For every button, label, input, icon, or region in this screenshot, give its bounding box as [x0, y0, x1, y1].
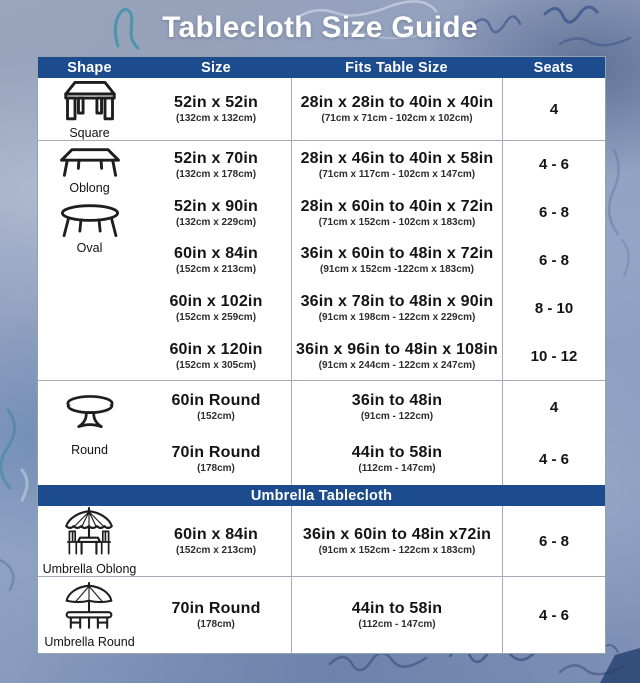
seats-value: 10 - 12 — [530, 347, 578, 365]
seats-value: 4 - 6 — [538, 606, 569, 624]
fits-value: 36in x 60in to 48in x 72in — [300, 245, 494, 263]
fits-cm: (91cm x 152cm - 122cm x 183cm) — [318, 545, 476, 556]
size-cm: (152cm x 213cm) — [175, 545, 257, 556]
shape-cell-umbrella-round — [38, 577, 141, 653]
fits-cm: (71cm x 152cm - 102cm x 183cm) — [318, 216, 476, 228]
oval-shape — [59, 204, 121, 255]
size-cell — [141, 577, 291, 653]
umbrella-section-header: Umbrella Tablecloth — [38, 485, 605, 506]
seats-cell — [502, 506, 605, 576]
square-shape — [61, 79, 119, 140]
size-cm: (152cm x 259cm) — [175, 312, 257, 324]
fits-value: 28in x 60in to 40in x 72in — [300, 197, 494, 215]
size-value: 52in x 70in — [173, 149, 259, 167]
table-row-umbrella-oblong — [38, 506, 605, 576]
fits-value: 44in to 58in — [351, 600, 443, 617]
seats-cell — [502, 381, 605, 485]
shape-cell-round — [38, 373, 141, 477]
size-value: 60in Round — [171, 392, 261, 409]
seats-cell — [502, 577, 605, 653]
umbrella-oblong-shape — [43, 507, 137, 576]
shape-cell-umbrella-oblong — [38, 506, 141, 576]
size-cm: (152cm) — [197, 411, 235, 422]
fits-value: 36in x 96in to 48in x 108in — [296, 341, 498, 359]
oblong-shape — [58, 146, 122, 195]
page-title: Tablecloth Size Guide — [162, 11, 478, 44]
fits-cm: (112cm - 147cm) — [358, 463, 436, 474]
size-cm: (178cm) — [197, 619, 235, 630]
fits-value: 44in to 58in — [351, 444, 443, 461]
header-shape: Shape — [67, 59, 112, 76]
oval-table-icon — [59, 204, 121, 239]
header-size: Size — [201, 59, 231, 76]
table-row-oblong-oval — [38, 140, 605, 380]
shape-label: Umbrella Oblong — [42, 561, 137, 576]
seats-value: 6 - 8 — [538, 204, 569, 222]
shape-label: Square — [69, 125, 110, 140]
size-value: 60in x 102in — [169, 293, 263, 311]
size-cm: (132cm x 178cm) — [175, 168, 257, 180]
seats-value: 6 - 8 — [538, 251, 569, 269]
size-cm: (152cm x 305cm) — [175, 360, 257, 372]
umbrella-round-shape — [44, 581, 134, 649]
header-fits-table-size: Fits Table Size — [345, 59, 448, 76]
fits-cm: (91cm x 198cm - 122cm x 229cm) — [318, 312, 476, 324]
size-value: 52in x 52in — [173, 94, 259, 111]
fits-cell — [291, 141, 502, 380]
fits-cm: (91cm x 244cm - 122cm x 247cm) — [318, 360, 476, 372]
umbrella-round-table-icon — [59, 581, 119, 633]
size-cm: (178cm) — [197, 463, 235, 474]
seats-cell — [502, 78, 605, 140]
table-header-row — [38, 57, 605, 78]
size-guide-table — [37, 56, 606, 654]
fits-value: 36in x 60in to 48in x72in — [302, 526, 492, 543]
table-row-round — [38, 380, 605, 485]
size-cm: (132cm x 132cm) — [175, 113, 257, 124]
shape-label: Round — [71, 442, 108, 457]
fits-cm: (71cm x 71cm - 102cm x 102cm) — [321, 113, 473, 124]
shape-label: Oblong — [69, 181, 110, 195]
size-cm: (152cm x 213cm) — [175, 264, 257, 276]
seats-value: 4 - 6 — [538, 450, 569, 468]
fits-value: 28in x 28in to 40in x 40in — [300, 94, 494, 111]
fits-cm: (71cm x 117cm - 102cm x 147cm) — [318, 168, 476, 180]
header-seats: Seats — [533, 59, 574, 76]
size-value: 70in Round — [171, 444, 261, 461]
fits-value: 36in to 48in — [351, 392, 443, 409]
fits-value: 28in x 46in to 40in x 58in — [300, 149, 494, 167]
fits-cm: (91cm - 122cm) — [360, 411, 434, 422]
seats-value: 4 — [549, 100, 559, 118]
size-cell — [141, 381, 291, 485]
shape-cell-square — [38, 78, 141, 140]
size-value: 70in Round — [171, 600, 261, 617]
size-value: 52in x 90in — [173, 197, 259, 215]
fits-cm: (91cm x 152cm -122cm x 183cm) — [320, 264, 474, 276]
size-cell — [141, 141, 291, 380]
table-row-square — [38, 78, 605, 140]
fits-cell — [291, 506, 502, 576]
seats-value: 4 — [549, 398, 559, 416]
seats-cell — [502, 141, 605, 380]
fits-cell — [291, 381, 502, 485]
table-row-umbrella-round — [38, 576, 605, 653]
fits-cm: (112cm - 147cm) — [358, 619, 436, 630]
fits-cell — [291, 78, 502, 140]
shape-label: Oval — [76, 241, 103, 255]
shape-cell-oblong-oval — [38, 141, 141, 380]
size-cell — [141, 78, 291, 140]
shape-label: Umbrella Round — [44, 635, 135, 649]
size-value: 60in x 84in — [173, 245, 259, 263]
size-value: 60in x 84in — [173, 526, 259, 543]
fits-value: 36in x 78in to 48in x 90in — [300, 293, 494, 311]
fits-cell — [291, 577, 502, 653]
oblong-table-icon — [58, 146, 122, 179]
size-cm: (132cm x 229cm) — [175, 216, 257, 228]
seats-value: 8 - 10 — [534, 299, 574, 317]
seats-value: 6 - 8 — [538, 532, 569, 550]
round-shape — [63, 394, 117, 457]
round-table-icon — [63, 394, 117, 441]
size-cell — [141, 506, 291, 576]
umbrella-oblong-table-icon — [59, 507, 119, 560]
size-value: 60in x 120in — [169, 341, 263, 359]
square-table-icon — [61, 79, 119, 124]
seats-value: 4 - 6 — [538, 156, 569, 174]
